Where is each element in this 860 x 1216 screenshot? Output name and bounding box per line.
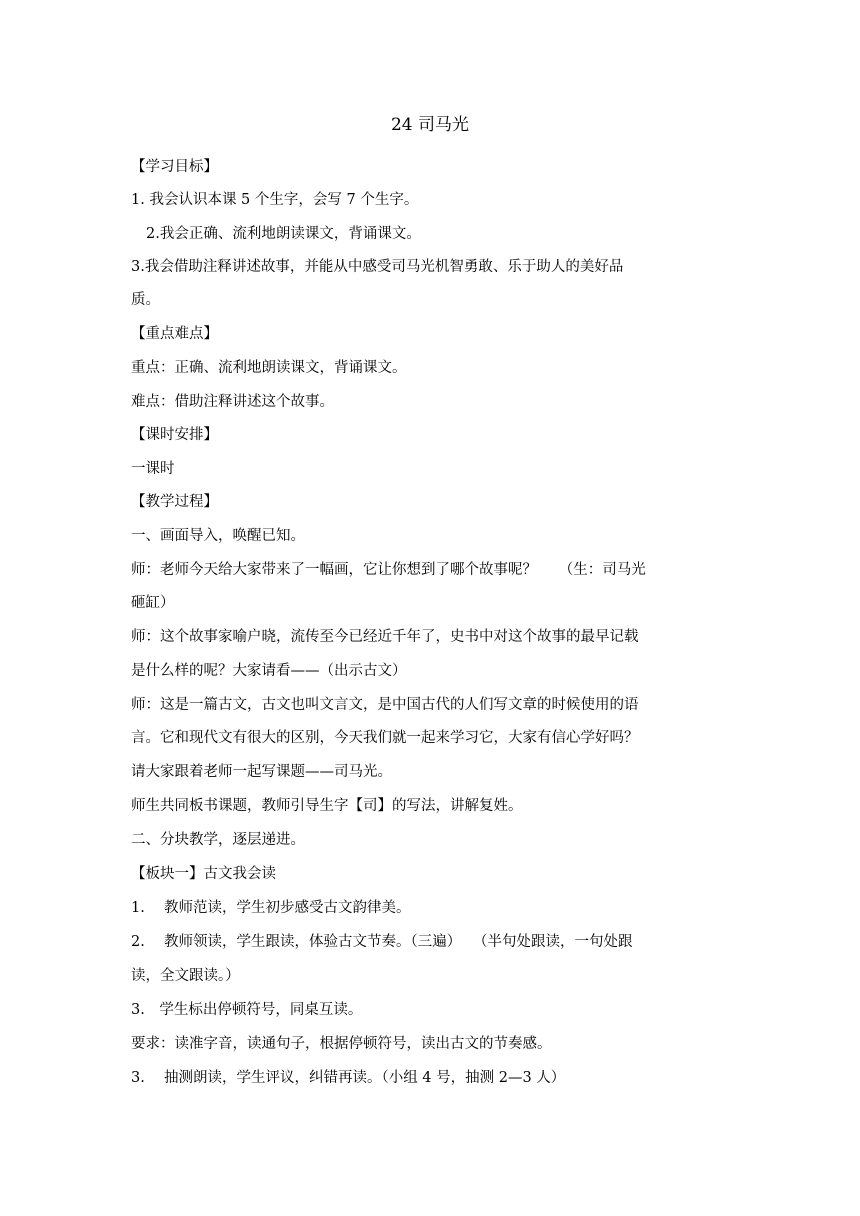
- step-two-heading: 二、分块教学，逐层递进。: [131, 832, 305, 848]
- section-heading-key-difficulties: 【重点难点】: [131, 326, 218, 342]
- section-heading-teaching-process: 【教学过程】: [131, 494, 218, 510]
- section-heading-schedule: 【课时安排】: [131, 427, 218, 443]
- paragraph-line: 砸缸）: [131, 595, 175, 611]
- paragraph-line: 师生共同板书课题，教师引导生字【司】的写法，讲解复姓。: [131, 798, 523, 814]
- goal-item-2: 2.我会正确、流利地朗读课文，背诵课文。: [146, 226, 421, 242]
- list-item-continued: 读，全文跟读。）: [131, 968, 240, 984]
- goal-item-3: 3.我会借助注释讲述故事，并能从中感受司马光机智勇敢、乐于助人的美好品: [131, 259, 624, 275]
- key-point-text: 重点：正确、流利地朗读课文，背诵课文。: [131, 360, 407, 376]
- paragraph-line: 请大家跟着老师一起写课题——司马光。: [131, 764, 392, 780]
- paragraph-line: 师：这是一篇古文，古文也叫文言文，是中国古代的人们写文章的时候使用的语: [131, 697, 639, 713]
- goal-item-3-continued: 质。: [131, 292, 160, 308]
- paragraph-line: 是什么样的呢？大家请看——（出示古文）: [131, 663, 407, 679]
- paragraph-line: 言。它和现代文有很大的区别，今天我们就一起来学习它，大家有信心学好吗？: [131, 730, 639, 746]
- list-item: 3. 抽测朗读，学生评议，纠错再读。（小组 4 号，抽测 2—3 人）: [131, 1070, 566, 1086]
- step-one-heading: 一、画面导入，唤醒已知。: [131, 528, 305, 544]
- goal-item-1: 1. 我会认识本课 5 个生字，会写 7 个生字。: [131, 192, 419, 208]
- paragraph-line: 师：这个故事家喻户晓，流传至今已经近千年了，史书中对这个故事的最早记载: [131, 629, 639, 645]
- list-item: 1. 教师范读，学生初步感受古文韵律美。: [131, 900, 411, 916]
- requirement-text: 要求：读准字音，读通句子，根据停顿符号，读出古文的节奏感。: [131, 1036, 552, 1052]
- block-one-heading: 【板块一】古文我会读: [131, 866, 276, 882]
- list-item: 3. 学生标出停顿符号，同桌互读。: [131, 1002, 363, 1018]
- difficulty-text: 难点：借助注释讲述这个故事。: [131, 394, 334, 410]
- schedule-text: 一课时: [131, 461, 175, 477]
- list-item: 2. 教师领读，学生跟读，体验古文节奏。（三遍） （半句处跟读，一句处跟: [131, 934, 633, 950]
- section-heading-learning-goals: 【学习目标】: [131, 159, 218, 175]
- document-title: 24 司马光: [390, 115, 470, 135]
- paragraph-line: 师：老师今天给大家带来了一幅画，它让你想到了哪个故事呢？ （生：司马光: [131, 562, 646, 578]
